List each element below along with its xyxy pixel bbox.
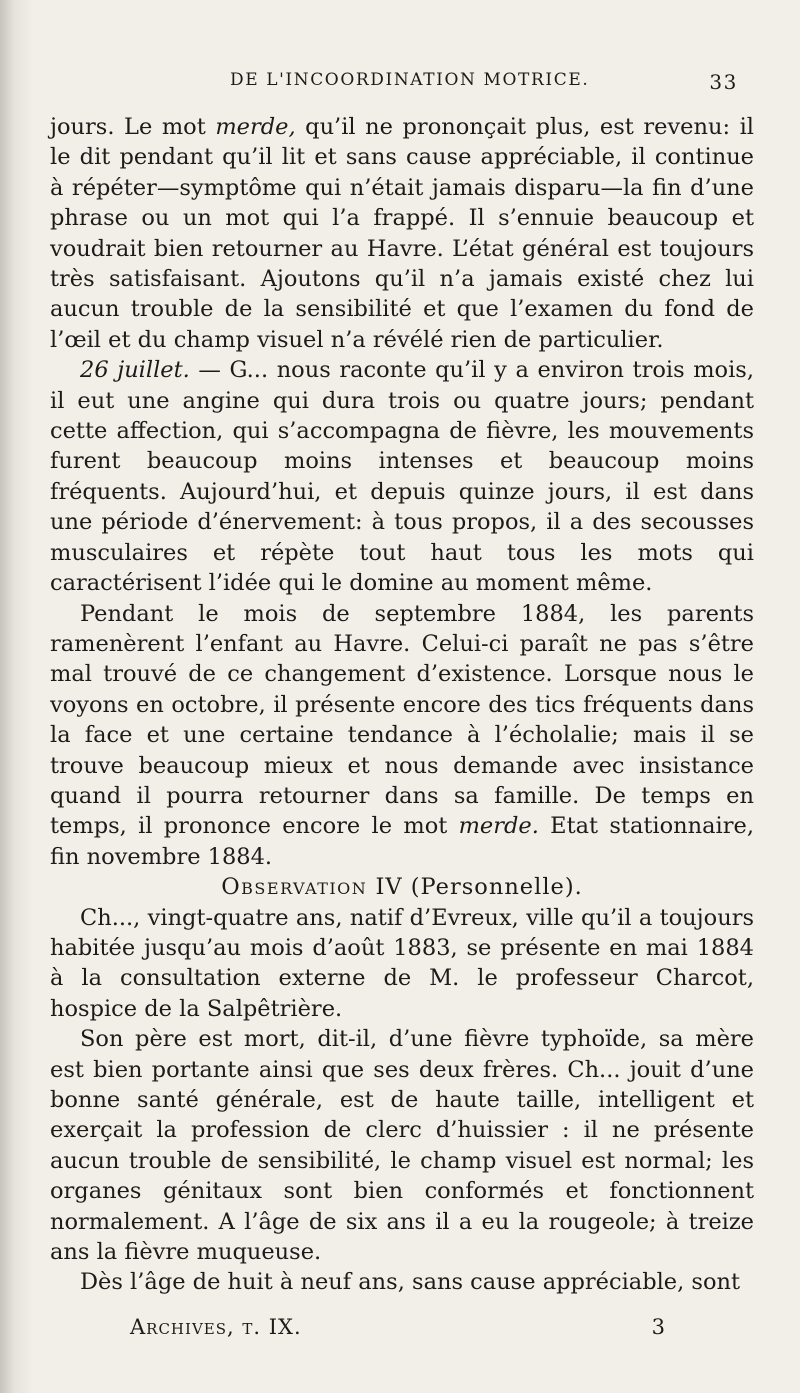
paragraph-family-history: Son père est mort, dit-il, d’une fièvre typhoïde, sa mère est bien portante ainsi que ses deux frères. Ch... jouit d’une bonne santé générale, est de haute taille, intelligent et exerçait la profession de clerc d’huissier : il ne présente aucun trouble de sensibilité, le champ visuel est normal; les organes génitaux sont bien conformés et fonctionnent normalement. A l’âge de six ans il a eu la rougeole; à treize ans la fièvre muqueuse. <box>50 1026 754 1266</box>
paragraph-ch-intro: Ch..., vingt-quatre ans, natif d’Evreux, ville qu’il a toujours habitée jusqu’au mois d’août 1883, se présente en mai 1884 à la consultation externe de M. le professeur Charcot, hospice de la Salpêtrière. <box>50 904 754 1022</box>
paragraph-continuation <box>50 112 754 355</box>
italic-word: merde, <box>215 114 296 140</box>
running-head-title: DE L'INCOORDINATION MOTRICE. <box>230 70 590 90</box>
heading-rest: IV (Personnelle). <box>367 874 583 901</box>
observation-heading <box>50 872 754 902</box>
italic-word: merde. <box>458 813 539 840</box>
text-run: — G... nous raconte qu’il y a environ trois mois, il eut une angine qui dura trois ou quatre jours; pendant cette affection, qui s’accompagna de fièvre, les mouvements furent beaucoup moins intenses et beaucoup moins fréquents. Aujourd’hui, et depuis quinze jours, il est dans une période d’énervement: à tous propos, il a des secousses musculaires et répète tout haut tous les mots qui caractérisent l’idée qui le domine au moment même. <box>50 357 754 597</box>
paragraph-26-juillet <box>50 355 754 598</box>
paragraph-onset: Dès l’âge de huit à neuf ans, sans cause appréciable, sont <box>80 1269 741 1296</box>
signature-line: Archives, t. IX. <box>130 1315 302 1339</box>
text-run: jours. Le mot <box>50 114 216 140</box>
heading-smallcaps: Observation <box>221 874 368 901</box>
italic-date: 26 juillet. <box>80 357 190 384</box>
signature-mark: 3 <box>651 1315 665 1339</box>
text-run: Etat stationnaire, fin novembre 1884. <box>50 813 754 870</box>
page-number: 33 <box>709 70 738 94</box>
body-text <box>50 112 754 1298</box>
paragraph-september <box>50 599 754 873</box>
text-run: Pendant le mois de septembre 1884, les parents ramenèrent l’enfant au Havre. Celui-ci paraît ne pas s’être mal trouvé de ce changement d’existence. Lorsque nous le voyons en octobre, il présente encore des tics fréquents dans la face et une certaine tendance à l’écholalie; mais il se trouve beaucoup mieux et nous demande avec insistance quand il pourra retourner dans sa famille. De temps en temps, il prononce encore le mot <box>50 600 754 840</box>
page-footer <box>130 1315 670 1349</box>
text-run: qu’il ne prononçait plus, est revenu: il le dit pendant qu’il lit et sans cause appréciable, il continue à répéter—symptôme qui n’était jamais disparu—la fin d’une phrase ou un mot qui l’a frappé. Il s’ennuie beaucoup et voudrait bien retourner au Havre. L’état général est toujours très satisfaisant. Ajoutons qu’il n’a jamais existé chez lui aucun trouble de la sensibilité et que l’examen du fond de l’œil et du champ visuel n’a révélé rien de particulier. <box>50 114 754 353</box>
